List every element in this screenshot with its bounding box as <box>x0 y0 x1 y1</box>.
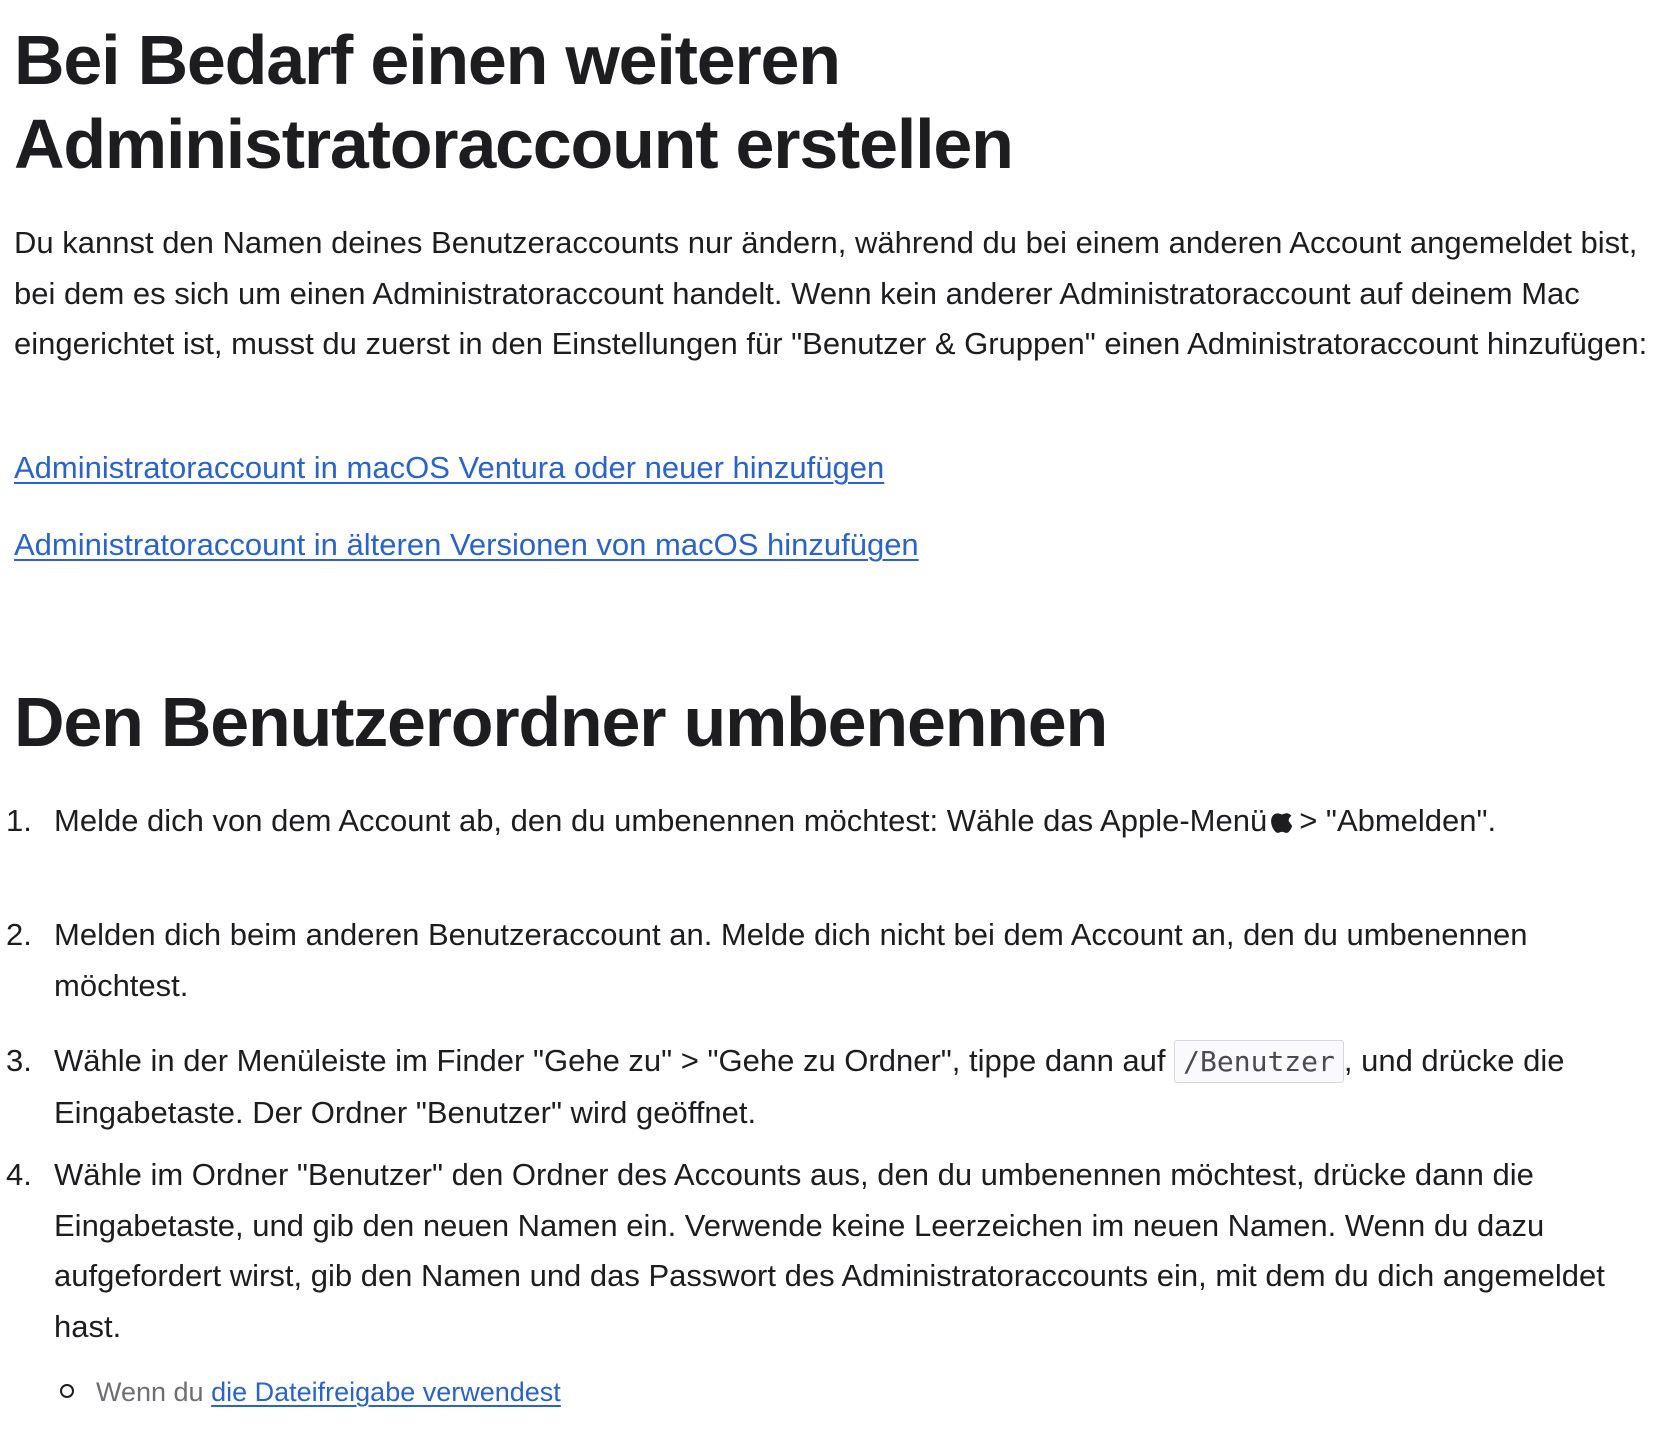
step-text: Melden dich beim anderen Benutzeraccount an. Melde dich nicht bei dem Account an, den du umbenennen möchtest. <box>54 917 1528 1003</box>
step-number: 2. <box>6 917 32 952</box>
step-text-after: , und drücke die Eingabetaste. Der Ordner "Benutzer" wird geöffnet. <box>54 1043 1565 1130</box>
bullet-circle-icon <box>60 1384 74 1398</box>
step-text-before: Melde dich von dem Account ab, den du umbenennen möchtest: Wähle das Apple-Menü <box>54 803 1268 838</box>
step-text <box>54 1036 1654 1138</box>
section-heading-rename-folder: Den Benutzerordner umbenennen <box>14 683 1108 761</box>
step-text-before: Wähle in der Menüleiste im Finder "Gehe zu" > "Gehe zu Ordner", tippe dann auf <box>54 1043 1166 1078</box>
section-heading-admin-account: Bei Bedarf einen weiteren Administratoraccount erstellen <box>14 21 1013 183</box>
step-text <box>54 796 1654 847</box>
step-number: 3. <box>6 1043 32 1078</box>
link-admin-ventura[interactable]: Administratoraccount in macOS Ventura oder neuer hinzufügen <box>14 450 885 485</box>
link-admin-older-macos[interactable]: Administratoraccount in älteren Versionen von macOS hinzufügen <box>14 527 919 562</box>
step-number: 1. <box>6 803 32 838</box>
sub-bullet-item <box>60 1374 561 1410</box>
code-path-benutzer: /Benutzer <box>1174 1040 1344 1083</box>
step-text-after: > "Abmelden". <box>1299 803 1497 838</box>
intro-paragraph: Du kannst den Namen deines Benutzeraccounts nur ändern, während du bei einem anderen Account angemeldet bist, bei dem es sich um einen Administratoraccount handelt. Wenn kein anderer Administratoraccount auf deinem Mac eingerichtet ist, musst du zuerst in den Einstellungen für "Benutzer & Gruppen" einen Administratoraccount hinzufügen: <box>14 225 1648 361</box>
sub-bullet-text: Wenn du <box>96 1377 204 1407</box>
step-text: Wähle im Ordner "Benutzer" den Ordner des Accounts aus, den du umbenennen möchtest, drücke dann die Eingabetaste, und gib den neuen Namen ein. Verwende keine Leerzeichen im neuen Namen. Wenn du dazu aufgefordert wirst, gib den Namen und das Passwort des Administratoraccounts ein, mit dem du dich angemeldet hast. <box>54 1157 1605 1344</box>
step-number: 4. <box>6 1157 32 1192</box>
apple-icon <box>1269 806 1293 834</box>
link-file-sharing[interactable]: die Dateifreigabe verwendest <box>211 1377 561 1407</box>
